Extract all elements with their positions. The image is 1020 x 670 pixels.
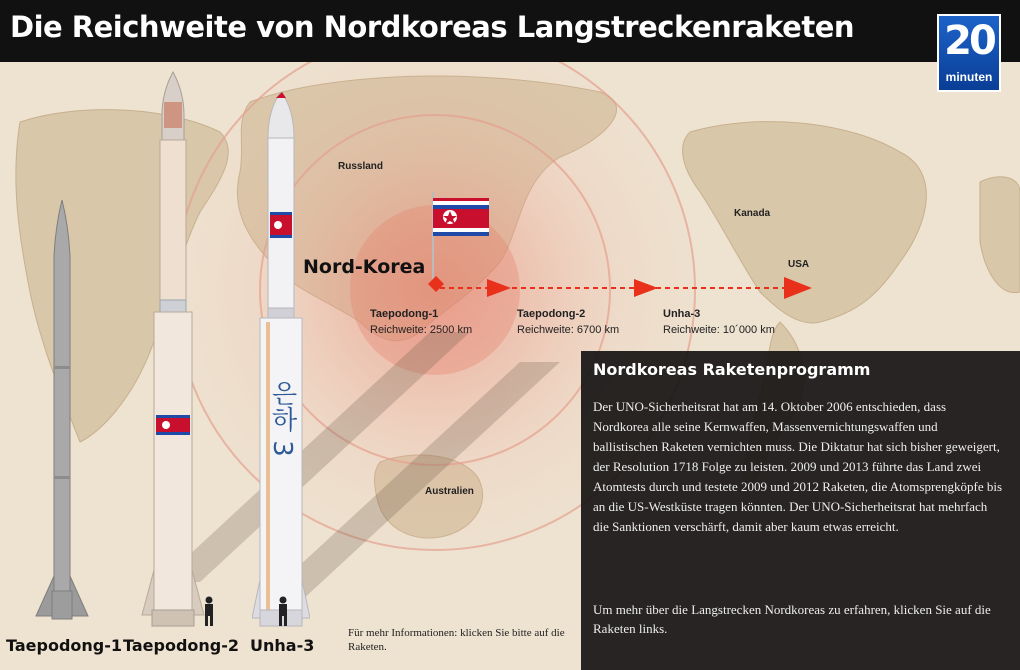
rocket-unha3[interactable] — [252, 90, 310, 630]
person-silhouette-icon — [202, 596, 216, 626]
range-reach: Reichweite: 2500 km — [370, 324, 473, 336]
rocket-taepodong1[interactable] — [30, 196, 94, 626]
brand-logo — [937, 14, 1001, 92]
panel-title: Nordkoreas Raketenprogramm — [593, 360, 871, 379]
panel-footer: Um mehr über die Langstrecken Nordkoreas zu erfahren, klicken Sie auf die Raketen links. — [593, 602, 991, 636]
range-reach: Reichweite: 10´000 km — [663, 324, 775, 336]
logo-number: 20 — [944, 18, 994, 64]
label-russland: Russland — [338, 161, 384, 172]
rocket-label-taepodong2[interactable]: Taepodong-2 — [123, 636, 240, 655]
range-reach: Reichweite: 6700 km — [517, 324, 620, 336]
unha3-lettering: 은하 3 — [267, 380, 297, 457]
flag-icon — [270, 212, 292, 238]
rocket-label-unha3[interactable]: Unha-3 — [250, 636, 315, 655]
page-title: Die Reichweite von Nordkoreas Langstreckenraketen — [10, 10, 855, 44]
label-australien: Australien — [425, 486, 474, 497]
range-unha3 — [663, 306, 775, 338]
person-silhouette-icon — [276, 596, 290, 626]
info-panel — [581, 351, 1020, 670]
header-bar — [0, 0, 1020, 62]
info-hint: Für mehr Informationen: klicken Sie bitte auf die Raketen. — [348, 627, 565, 653]
range-name: Taepodong-1 — [370, 308, 439, 320]
label-nord-korea: Nord-Korea — [303, 256, 426, 278]
panel-body: Der UNO-Sicherheitsrat hat am 14. Oktober 2006 entschieden, dass Nordkorea alle seine Kernwaffen, Massenvernichtungswaffen und ballistischen Raketen vernichten muss. Die Diktatur hat sich bisher geweigert, der Resolution 1718 Folge zu leisten. 2009 und 2013 führte das Land zwei Atomtests durch und testete 2009 und 2012 Raketen, die Atomsprengköpfe bis an die US-Westküste tragen könnten. Der UNO-Sicherheitsrat hat mehrfach die Sanktionen verschärft, damit aber kaum etwas erreicht. — [593, 399, 1003, 534]
rocket-label-taepodong1[interactable]: Taepodong-1 — [6, 636, 123, 655]
label-kanada: Kanada — [734, 208, 771, 219]
logo-text: minuten — [945, 70, 993, 84]
range-taepodong1 — [370, 306, 472, 338]
range-name: Unha-3 — [663, 308, 701, 320]
flag-icon — [156, 415, 190, 435]
label-usa: USA — [788, 259, 810, 270]
rocket-taepodong2[interactable] — [140, 70, 206, 630]
flag-icon — [433, 198, 489, 236]
range-name: Taepodong-2 — [517, 308, 586, 320]
range-taepodong2 — [517, 306, 619, 338]
